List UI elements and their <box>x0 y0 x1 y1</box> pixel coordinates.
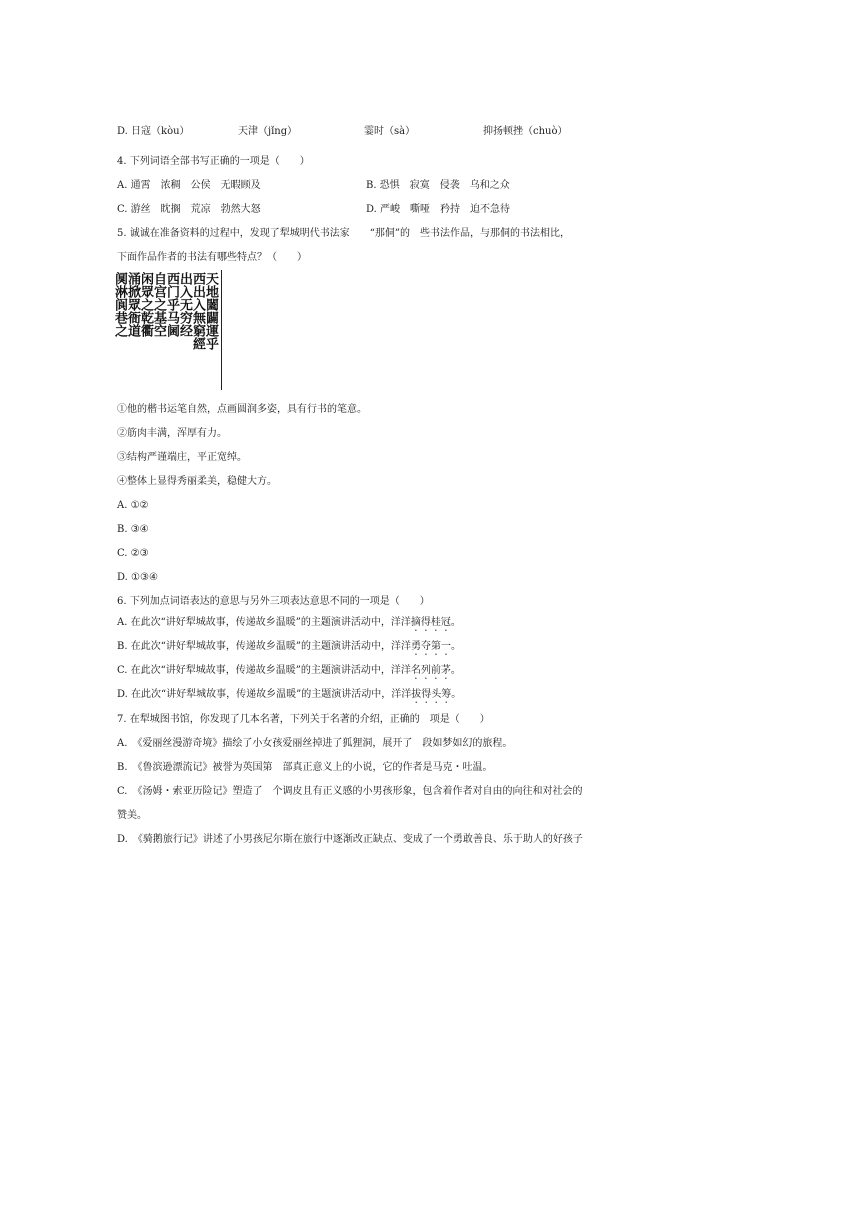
q6-option-a <box>117 616 461 634</box>
q3-option-d-word3: 霎时（sà） <box>364 126 416 137</box>
q5-option-d: D. ①③④ <box>117 572 158 583</box>
q3-option-d-word2: 天津（jǐng） <box>238 126 298 137</box>
q5-statement-3: ③结构严谨端庄，平正宽绰。 <box>117 452 247 463</box>
q5-option-a: A. ①② <box>117 500 149 511</box>
q6-option-b-label: B. <box>117 641 128 652</box>
q3-option-d-word4: 抑扬顿挫（chuò） <box>483 126 568 137</box>
calligraphy-column: 闲眾之乾衢 <box>138 272 153 337</box>
q3-option-d-label: D. 日寇（kòu） <box>117 126 190 137</box>
calligraphy-column: 出入无穷经 <box>177 272 192 337</box>
calligraphy-image <box>112 270 222 390</box>
q6-option-prefix: 在此次“讲好犁城故事，传递故乡温暖”的主题演讲活动中，洋洋 <box>131 689 412 700</box>
q7-option-c-line1: C. 《汤姆・索亚历险记》塑造了 个调皮且有正义感的小男孩形象，包含着作者对自由的向往和对社会的 <box>117 786 583 797</box>
q4-option-d: D. 严峻 嘶哑 矜持 迫不急待 <box>366 204 511 215</box>
q7-option-c-line2: 赞美。 <box>117 810 147 821</box>
q4-option-c: C. 游丝 眈搁 荒凉 勃然大怒 <box>117 204 261 215</box>
q6-option-a-word: 摘得桂冠 <box>410 617 451 628</box>
q6-option-d <box>117 688 461 706</box>
q6-option-d-word: 拔得头筹 <box>411 689 452 700</box>
q6-option-end: 。 <box>450 665 461 676</box>
q6-option-d-label: D. <box>117 689 128 700</box>
q4-stem: 4. 下列词语全部书写正确的一项是（ ） <box>117 156 310 167</box>
q5-statement-4: ④整体上显得秀丽柔美，稳健大方。 <box>117 476 277 487</box>
q6-option-end: 。 <box>450 617 461 628</box>
q6-option-end: 。 <box>450 641 461 652</box>
q7-option-a: A. 《爱丽丝漫游奇境》描绘了小女孩爱丽丝掉进了狐狸洞，展开了 段如梦如幻的旅程。 <box>117 738 513 749</box>
q4-option-a: A. 通霄 浓稠 公侯 无暇顾及 <box>117 180 261 191</box>
q6-option-c-label: C. <box>117 665 128 676</box>
q6-stem: 6. 下列加点词语表达的意思与另外三项表达意思不同的一项是（ ） <box>117 596 430 607</box>
q6-option-c <box>117 664 461 682</box>
q7-option-b: B. 《鲁滨逊漂流记》被誉为英国第 部真正意义上的小说，它的作者是马克・吐温。 <box>117 762 493 773</box>
q6-option-prefix: 在此次“讲好犁城故事，传递故乡温暖”的主题演讲活动中，洋洋 <box>130 617 411 628</box>
q6-option-prefix: 在此次“讲好犁城故事，传递故乡温暖”的主题演讲活动中，洋洋 <box>130 665 411 676</box>
q7-option-d: D. 《骑鹅旅行记》讲述了小男孩尼尔斯在旅行中逐渐改正缺点、变成了一个勇敢善良、乐于助人的好孩子 <box>117 834 583 845</box>
q6-option-a-label: A. <box>117 617 128 628</box>
q7-stem: 7. 在犁城图书馆，你发现了几本名著，下列关于名著的介绍，正确的 项是（ ） <box>117 714 490 725</box>
q6-option-b <box>117 640 461 658</box>
q5-stem-line1: 5. 诚诚在准备资料的过程中，发现了犁城明代书法家 “那侗”的 些书法作品，与那侗的书法相比， <box>117 228 570 239</box>
calligraphy-column: 涌掀眾衙道 <box>125 272 140 337</box>
q5-stem-line2: 下面作品作者的书法有哪些特点？（ ） <box>117 252 307 263</box>
q6-option-prefix: 在此次“讲好犁城故事，传递故乡温暖”的主题演讲活动中，洋洋 <box>130 641 411 652</box>
calligraphy-column: 阒淋阆巷之 <box>112 272 127 337</box>
q5-statement-2: ②筋肉丰满，浑厚有力。 <box>117 428 227 439</box>
q5-option-b: B. ③④ <box>117 524 149 535</box>
calligraphy-column: 天地闔闢運乎 <box>203 272 218 350</box>
calligraphy-column: 自宫之基空 <box>151 272 166 337</box>
q5-option-c: C. ②③ <box>117 548 149 559</box>
calligraphy-column: 西门乎马阃 <box>164 272 179 337</box>
q4-option-b: B. 恐惧 寂寞 侵袭 乌和之众 <box>366 180 510 191</box>
q5-statement-1: ①他的楷书运笔自然，点画圆润多姿，具有行书的笔意。 <box>117 404 367 415</box>
q6-option-end: 。 <box>451 689 462 700</box>
q6-option-b-word: 勇夺第一 <box>410 641 451 652</box>
q6-option-c-word: 名列前茅 <box>410 665 451 676</box>
calligraphy-column: 西出入無窮經 <box>190 272 205 350</box>
